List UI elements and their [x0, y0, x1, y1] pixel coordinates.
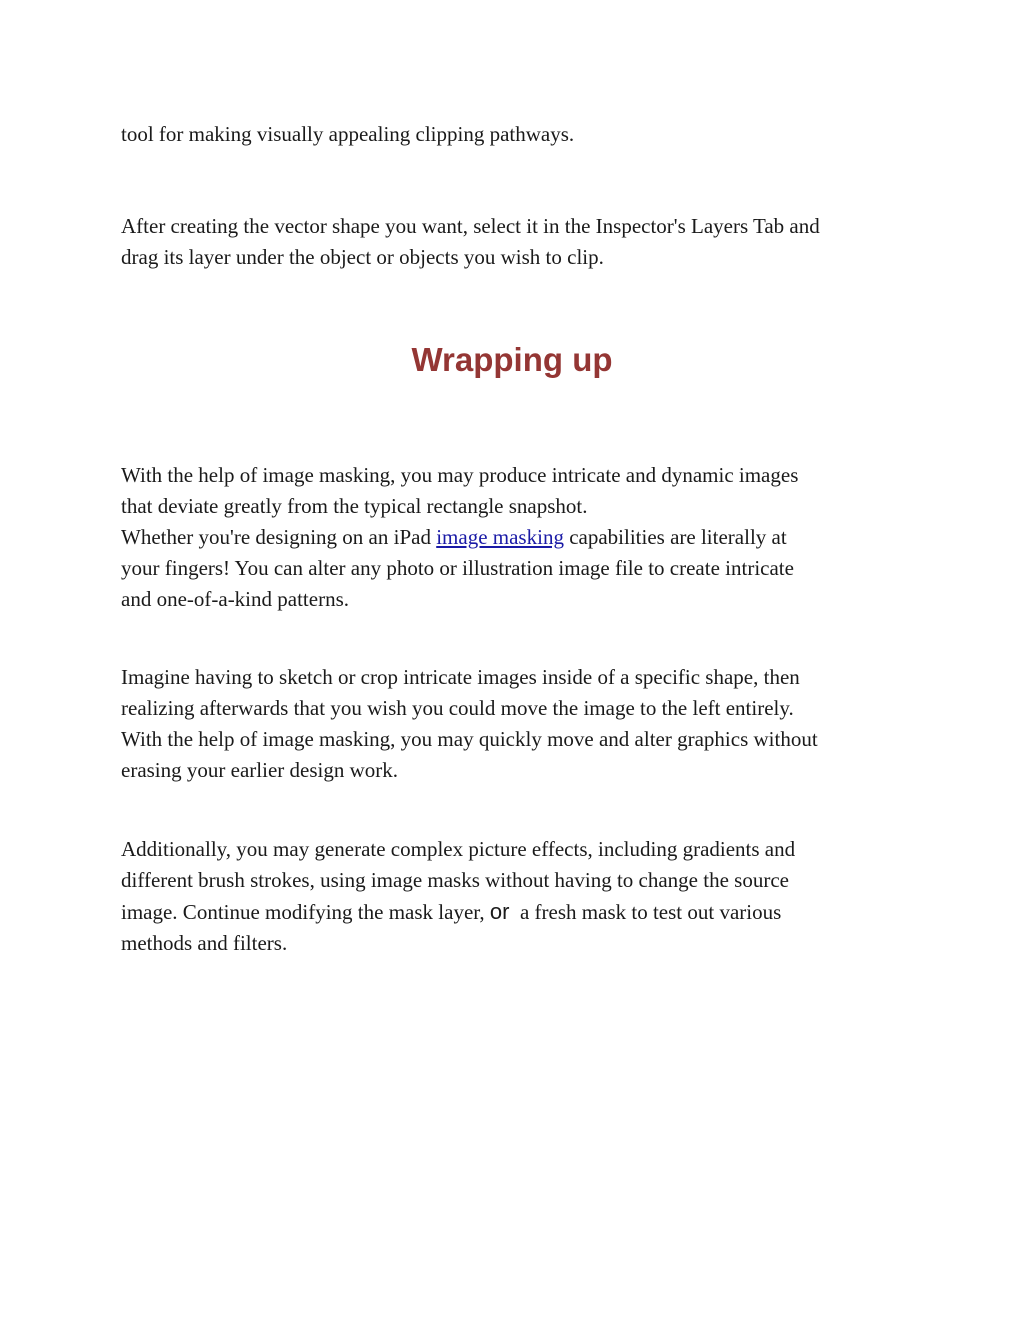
additionally-line-1: Additionally, you may generate complex picture effects, including gradients and: [121, 837, 796, 861]
additionally-paragraph: [121, 834, 921, 959]
intro-fragment: [121, 119, 921, 150]
masking-line-5: and one-of-a-kind patterns.: [121, 587, 349, 611]
intro-line: tool for making visually appealing clipping pathways.: [121, 122, 575, 146]
layers-line-1: After creating the vector shape you want, select it in the Inspector's Layers Tab and: [121, 214, 820, 238]
imagine-line-2: realizing afterwards that you wish you could move the image to the left entirely.: [121, 696, 794, 720]
additionally-line-3-end: a fresh mask to test out various: [509, 900, 782, 924]
section-heading: Wrapping up: [411, 341, 613, 378]
or-word: or: [489, 899, 510, 924]
image-masking-link[interactable]: image masking: [436, 525, 564, 549]
masking-line-3-start: Whether you're designing on an iPad: [121, 525, 437, 549]
masking-paragraph: [121, 460, 921, 615]
imagine-line-3: With the help of image masking, you may quickly move and alter graphics without: [121, 727, 818, 751]
additionally-line-2: different brush strokes, using image masks without having to change the source: [121, 868, 789, 892]
masking-line-3-end: capabilities are literally at: [563, 525, 787, 549]
imagine-line-4: erasing your earlier design work.: [121, 758, 398, 782]
masking-line-1: With the help of image masking, you may produce intricate and dynamic images: [121, 463, 799, 487]
imagine-paragraph: [121, 662, 921, 786]
masking-line-2: that deviate greatly from the typical rectangle snapshot.: [121, 494, 588, 518]
masking-line-3: [121, 522, 921, 553]
imagine-line-1: Imagine having to sketch or crop intricate images inside of a specific shape, then: [121, 665, 800, 689]
layers-line-2: drag its layer under the object or objects you wish to clip.: [121, 245, 604, 269]
layers-paragraph: [121, 211, 921, 273]
additionally-line-4: methods and filters.: [121, 931, 288, 955]
additionally-line-3-start: image. Continue modifying the mask layer,: [121, 900, 490, 924]
masking-line-4: your fingers! You can alter any photo or illustration image file to create intricate: [121, 556, 794, 580]
additionally-line-3: [121, 896, 921, 928]
